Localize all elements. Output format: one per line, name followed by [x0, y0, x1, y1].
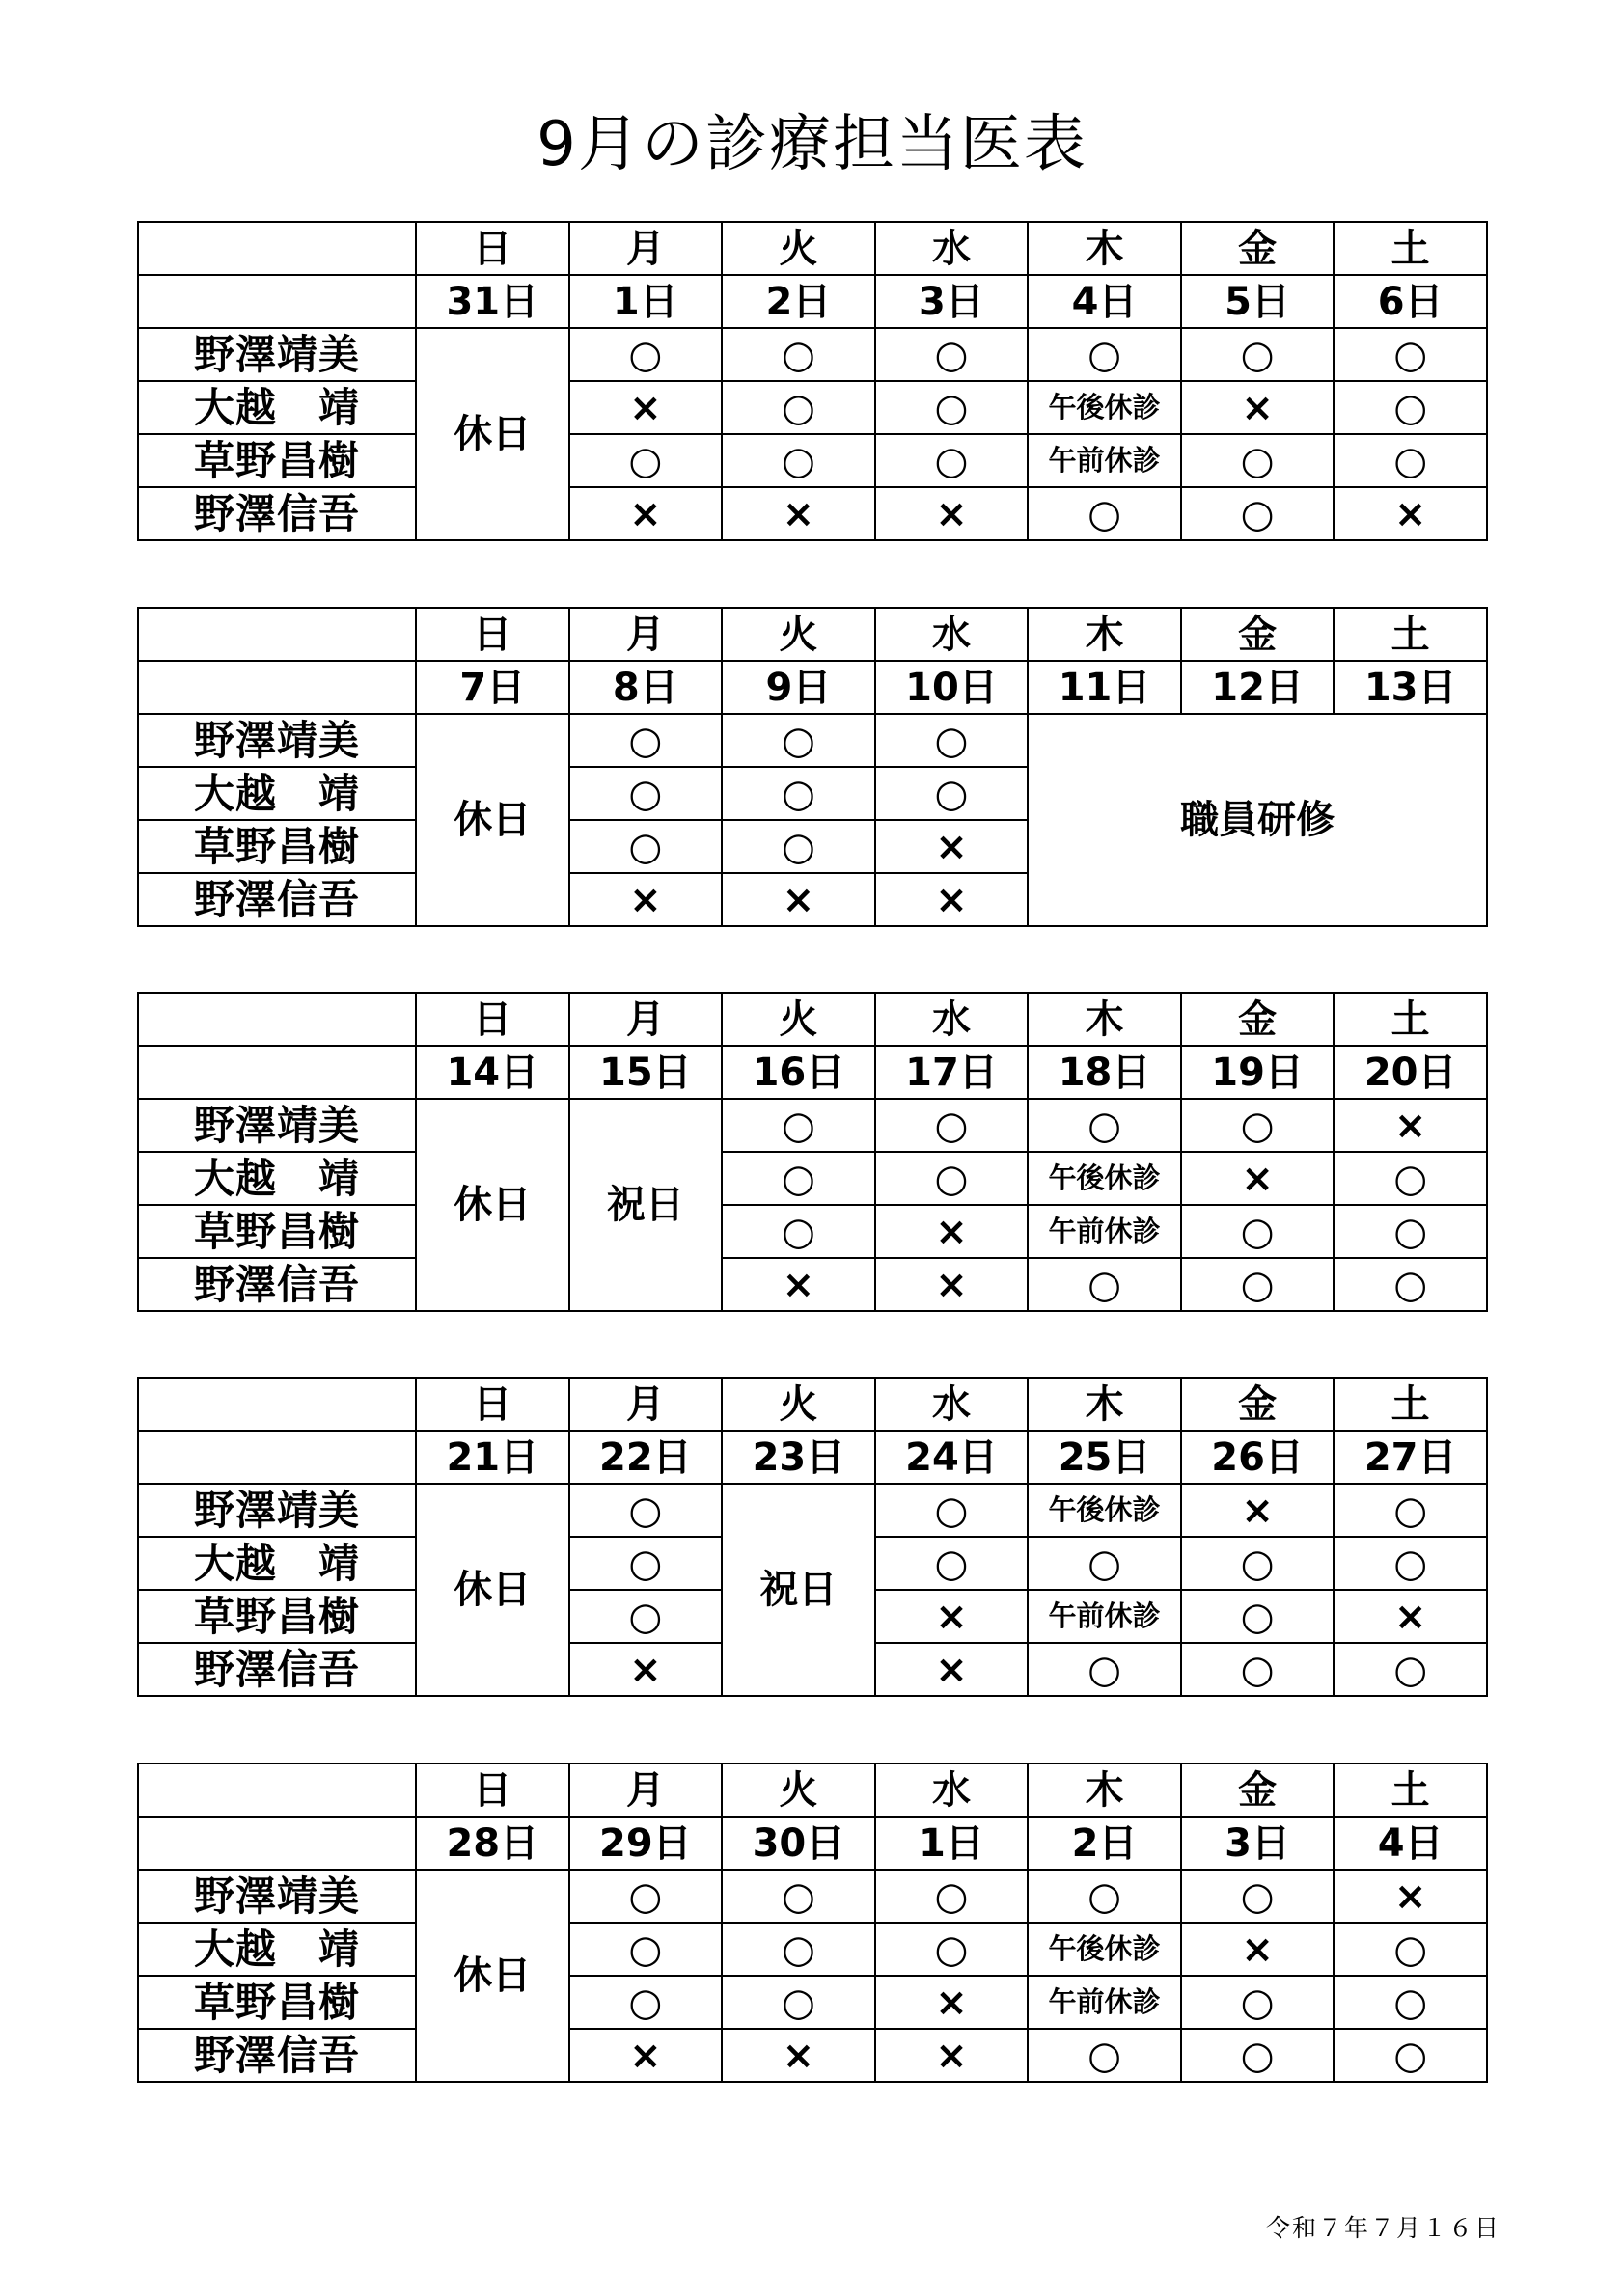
schedule-cell: ○ — [1181, 1205, 1335, 1258]
schedule-cell: ○ — [569, 434, 723, 487]
sunday-closed-cell: 休日 — [416, 1484, 569, 1696]
schedule-cell: 午後休診 — [1028, 1484, 1181, 1537]
schedule-cell: ○ — [722, 1923, 875, 1976]
date-header: 2日 — [722, 275, 875, 328]
doctor-name: 大越 靖 — [138, 1537, 416, 1590]
schedule-cell: ○ — [875, 381, 1029, 434]
weekday-row — [138, 1378, 1487, 1431]
schedule-cell: ○ — [875, 1484, 1029, 1537]
doctor-name: 草野昌樹 — [138, 434, 416, 487]
schedule-cell: ○ — [569, 1484, 723, 1537]
date-header: 1日 — [569, 275, 723, 328]
schedule-cell: ○ — [1028, 1537, 1181, 1590]
schedule-cell: ○ — [1181, 1976, 1335, 2029]
schedule-cell: ○ — [1028, 328, 1181, 381]
doctor-row — [138, 1976, 1487, 2029]
date-header: 25日 — [1028, 1431, 1181, 1484]
schedule-cell: ○ — [1028, 1099, 1181, 1152]
schedule-cell: 午前休診 — [1028, 1205, 1181, 1258]
corner-cell — [138, 1378, 416, 1431]
doctor-name: 草野昌樹 — [138, 1205, 416, 1258]
schedule-cell: × — [875, 487, 1029, 540]
schedule-cell: × — [722, 2029, 875, 2082]
schedule-cell: × — [1334, 1590, 1487, 1643]
schedule-cell: ○ — [722, 1205, 875, 1258]
weekday-header: 土 — [1334, 993, 1487, 1046]
date-header: 5日 — [1181, 275, 1335, 328]
weekday-row — [138, 222, 1487, 275]
schedule-cell: ○ — [1334, 2029, 1487, 2082]
date-header: 3日 — [875, 275, 1029, 328]
schedule-cell: ○ — [722, 1976, 875, 2029]
schedule-cell: ○ — [875, 1870, 1029, 1923]
doctor-row — [138, 1099, 1487, 1152]
doctor-name: 野澤靖美 — [138, 328, 416, 381]
weekday-header: 金 — [1181, 1378, 1335, 1431]
schedule-cell: × — [1334, 487, 1487, 540]
corner-cell — [138, 1431, 416, 1484]
weekday-header: 水 — [875, 1763, 1029, 1817]
date-header: 20日 — [1334, 1046, 1487, 1099]
weekday-header: 水 — [875, 993, 1029, 1046]
date-header: 1日 — [875, 1817, 1029, 1870]
holiday-cell: 祝日 — [722, 1484, 875, 1696]
date-header: 24日 — [875, 1431, 1029, 1484]
weekday-header: 木 — [1028, 993, 1181, 1046]
schedule-cell: × — [875, 1643, 1029, 1696]
date-header: 11日 — [1028, 661, 1181, 714]
weekday-header: 木 — [1028, 1378, 1181, 1431]
doctor-name: 野澤信吾 — [138, 2029, 416, 2082]
schedule-cell: × — [569, 487, 723, 540]
sunday-closed-cell: 休日 — [416, 1870, 569, 2082]
schedule-cell: × — [1181, 381, 1335, 434]
doctor-name: 野澤靖美 — [138, 1099, 416, 1152]
doctor-row — [138, 1258, 1487, 1311]
weekday-header: 火 — [722, 1763, 875, 1817]
schedule-cell: ○ — [1334, 434, 1487, 487]
doctor-row — [138, 1870, 1487, 1923]
weekday-header: 木 — [1028, 1763, 1181, 1817]
weekday-header: 月 — [569, 1378, 723, 1431]
schedule-cell: × — [722, 1258, 875, 1311]
schedule-cell: ○ — [722, 328, 875, 381]
schedule-cell: ○ — [1334, 1537, 1487, 1590]
date-header: 10日 — [875, 661, 1029, 714]
doctor-row — [138, 2029, 1487, 2082]
schedule-cell: ○ — [1334, 381, 1487, 434]
issue-date: 令和７年７月１６日 — [1265, 2214, 1500, 2242]
schedule-cell: × — [875, 1976, 1029, 2029]
weekday-header: 金 — [1181, 608, 1335, 661]
weekday-header: 月 — [569, 222, 723, 275]
schedule-cell: ○ — [875, 1099, 1029, 1152]
corner-cell — [138, 993, 416, 1046]
schedule-cell: × — [1334, 1870, 1487, 1923]
schedule-cell: ○ — [875, 1923, 1029, 1976]
schedule-cell: 午前休診 — [1028, 1590, 1181, 1643]
schedule-cell: ○ — [1181, 1537, 1335, 1590]
weekday-header: 水 — [875, 222, 1029, 275]
schedule-cell: ○ — [1181, 2029, 1335, 2082]
date-header: 2日 — [1028, 1817, 1181, 1870]
doctor-row — [138, 328, 1487, 381]
schedule-cell: ○ — [1334, 1258, 1487, 1311]
date-header: 28日 — [416, 1817, 569, 1870]
date-header: 8日 — [569, 661, 723, 714]
schedule-cell: 午後休診 — [1028, 1152, 1181, 1205]
date-row — [138, 1046, 1487, 1099]
doctor-name: 野澤信吾 — [138, 1643, 416, 1696]
schedule-cell: × — [569, 381, 723, 434]
doctor-name: 大越 靖 — [138, 767, 416, 820]
doctor-name: 野澤信吾 — [138, 873, 416, 926]
weekday-header: 木 — [1028, 222, 1181, 275]
schedule-cell: ○ — [569, 767, 723, 820]
holiday-cell: 祝日 — [569, 1099, 723, 1311]
doctor-name: 草野昌樹 — [138, 820, 416, 873]
weekday-header: 木 — [1028, 608, 1181, 661]
schedule-cell: ○ — [1181, 328, 1335, 381]
schedule-cell: × — [569, 2029, 723, 2082]
date-header: 22日 — [569, 1431, 723, 1484]
schedule-cell: ○ — [569, 328, 723, 381]
doctor-row — [138, 1152, 1487, 1205]
weekday-header: 水 — [875, 608, 1029, 661]
schedule-cell: ○ — [875, 767, 1029, 820]
page-title: 9月の診療担当医表 — [537, 109, 1087, 180]
date-header: 30日 — [722, 1817, 875, 1870]
schedule-cell: × — [722, 873, 875, 926]
corner-cell — [138, 1046, 416, 1099]
corner-cell — [138, 275, 416, 328]
sunday-closed-cell: 休日 — [416, 714, 569, 926]
date-header: 23日 — [722, 1431, 875, 1484]
date-header: 27日 — [1334, 1431, 1487, 1484]
doctor-name: 野澤靖美 — [138, 714, 416, 767]
date-header: 16日 — [722, 1046, 875, 1099]
schedule-cell: × — [1181, 1923, 1335, 1976]
date-header: 15日 — [569, 1046, 723, 1099]
schedule-cell: × — [875, 2029, 1029, 2082]
staff-training-cell: 職員研修 — [1028, 714, 1487, 926]
schedule-table-week-4 — [137, 1377, 1488, 1697]
schedule-cell: × — [1181, 1484, 1335, 1537]
schedule-cell: 午前休診 — [1028, 434, 1181, 487]
schedule-table-week-1 — [137, 221, 1488, 541]
doctor-row — [138, 381, 1487, 434]
doctor-name: 草野昌樹 — [138, 1590, 416, 1643]
weekday-header: 金 — [1181, 993, 1335, 1046]
date-header: 7日 — [416, 661, 569, 714]
schedule-cell: ○ — [1181, 434, 1335, 487]
schedule-cell: ○ — [1334, 1152, 1487, 1205]
weekday-header: 日 — [416, 1378, 569, 1431]
doctor-row — [138, 1923, 1487, 1976]
date-header: 6日 — [1334, 275, 1487, 328]
corner-cell — [138, 608, 416, 661]
schedule-table-week-5 — [137, 1763, 1488, 2083]
schedule-cell: ○ — [722, 434, 875, 487]
weekday-header: 火 — [722, 993, 875, 1046]
schedule-cell: × — [875, 820, 1029, 873]
schedule-cell: ○ — [875, 328, 1029, 381]
date-header: 29日 — [569, 1817, 723, 1870]
weekday-header: 金 — [1181, 1763, 1335, 1817]
schedule-table-week-3 — [137, 992, 1488, 1312]
doctor-name: 野澤靖美 — [138, 1870, 416, 1923]
doctor-name: 野澤信吾 — [138, 1258, 416, 1311]
weekday-header: 金 — [1181, 222, 1335, 275]
schedule-cell: × — [569, 1643, 723, 1696]
schedule-cell: ○ — [722, 1870, 875, 1923]
doctor-name: 野澤信吾 — [138, 487, 416, 540]
schedule-cell: ○ — [722, 1099, 875, 1152]
weekday-header: 日 — [416, 222, 569, 275]
schedule-cell: ○ — [569, 1976, 723, 2029]
schedule-cell: ○ — [1334, 1976, 1487, 2029]
corner-cell — [138, 661, 416, 714]
schedule-cell: ○ — [875, 1152, 1029, 1205]
schedule-cell: ○ — [1334, 1484, 1487, 1537]
schedule-cell: × — [875, 1258, 1029, 1311]
schedule-cell: ○ — [722, 714, 875, 767]
weekday-header: 日 — [416, 993, 569, 1046]
date-header: 4日 — [1028, 275, 1181, 328]
schedule-cell: × — [722, 487, 875, 540]
schedule-cell: ○ — [569, 1870, 723, 1923]
doctor-name: 草野昌樹 — [138, 1976, 416, 2029]
weekday-row — [138, 1763, 1487, 1817]
weekday-header: 土 — [1334, 1763, 1487, 1817]
schedule-cell: × — [875, 873, 1029, 926]
schedule-cell: ○ — [1334, 1643, 1487, 1696]
schedule-cell: ○ — [1334, 1205, 1487, 1258]
schedule-cell: ○ — [1181, 1643, 1335, 1696]
weekday-header: 月 — [569, 1763, 723, 1817]
doctor-row — [138, 1205, 1487, 1258]
weekday-header: 火 — [722, 608, 875, 661]
date-row — [138, 275, 1487, 328]
doctor-name: 大越 靖 — [138, 1923, 416, 1976]
corner-cell — [138, 222, 416, 275]
schedule-cell: ○ — [875, 434, 1029, 487]
corner-cell — [138, 1763, 416, 1817]
date-row — [138, 661, 1487, 714]
schedule-cell: ○ — [1028, 1643, 1181, 1696]
weekday-header: 月 — [569, 993, 723, 1046]
date-header: 9日 — [722, 661, 875, 714]
schedule-cell: ○ — [569, 1590, 723, 1643]
weekday-header: 日 — [416, 1763, 569, 1817]
schedule-cell: ○ — [1181, 1590, 1335, 1643]
weekday-header: 月 — [569, 608, 723, 661]
schedule-cell: ○ — [569, 820, 723, 873]
weekday-row — [138, 608, 1487, 661]
date-header: 18日 — [1028, 1046, 1181, 1099]
schedule-cell: ○ — [569, 1923, 723, 1976]
weekday-header: 土 — [1334, 1378, 1487, 1431]
schedule-cell: × — [1334, 1099, 1487, 1152]
schedule-cell: ○ — [1181, 1258, 1335, 1311]
doctor-row — [138, 714, 1487, 767]
weekday-header: 土 — [1334, 222, 1487, 275]
schedule-cell: 午前休診 — [1028, 1976, 1181, 2029]
schedule-cell: × — [1181, 1152, 1335, 1205]
weekday-header: 火 — [722, 1378, 875, 1431]
sunday-closed-cell: 休日 — [416, 1099, 569, 1311]
schedule-cell: ○ — [722, 820, 875, 873]
date-header: 26日 — [1181, 1431, 1335, 1484]
schedule-cell: × — [875, 1590, 1029, 1643]
schedule-cell: ○ — [875, 714, 1029, 767]
schedule-cell: ○ — [722, 1152, 875, 1205]
date-header: 14日 — [416, 1046, 569, 1099]
schedule-cell: ○ — [569, 1537, 723, 1590]
schedule-cell: × — [875, 1205, 1029, 1258]
schedule-cell: ○ — [1028, 1870, 1181, 1923]
date-header: 4日 — [1334, 1817, 1487, 1870]
schedule-cell: ○ — [1181, 487, 1335, 540]
doctor-row — [138, 434, 1487, 487]
date-header: 17日 — [875, 1046, 1029, 1099]
weekday-row — [138, 993, 1487, 1046]
schedule-cell: ○ — [1181, 1099, 1335, 1152]
weekday-header: 火 — [722, 222, 875, 275]
corner-cell — [138, 1817, 416, 1870]
schedule-cell: ○ — [1334, 328, 1487, 381]
schedule-cell: ○ — [1028, 2029, 1181, 2082]
schedule-cell: 午後休診 — [1028, 381, 1181, 434]
weekday-header: 水 — [875, 1378, 1029, 1431]
doctor-name: 大越 靖 — [138, 381, 416, 434]
schedule-table-week-2 — [137, 607, 1488, 927]
date-header: 12日 — [1181, 661, 1335, 714]
date-header: 21日 — [416, 1431, 569, 1484]
schedule-cell: ○ — [1028, 487, 1181, 540]
schedule-cell: ○ — [569, 714, 723, 767]
weekday-header: 日 — [416, 608, 569, 661]
date-row — [138, 1817, 1487, 1870]
schedule-cell: 午後休診 — [1028, 1923, 1181, 1976]
schedule-cell: ○ — [722, 381, 875, 434]
schedule-cell: ○ — [1334, 1923, 1487, 1976]
date-row — [138, 1431, 1487, 1484]
date-header: 3日 — [1181, 1817, 1335, 1870]
schedule-cell: ○ — [1028, 1258, 1181, 1311]
doctor-row — [138, 1484, 1487, 1537]
schedule-cell: ○ — [1181, 1870, 1335, 1923]
weekday-header: 土 — [1334, 608, 1487, 661]
doctor-row — [138, 487, 1487, 540]
doctor-name: 大越 靖 — [138, 1152, 416, 1205]
schedule-cell: × — [569, 873, 723, 926]
schedule-cell: ○ — [875, 1537, 1029, 1590]
doctor-name: 野澤靖美 — [138, 1484, 416, 1537]
schedule-cell: ○ — [722, 767, 875, 820]
date-header: 13日 — [1334, 661, 1487, 714]
sunday-closed-cell: 休日 — [416, 328, 569, 540]
date-header: 19日 — [1181, 1046, 1335, 1099]
date-header: 31日 — [416, 275, 569, 328]
